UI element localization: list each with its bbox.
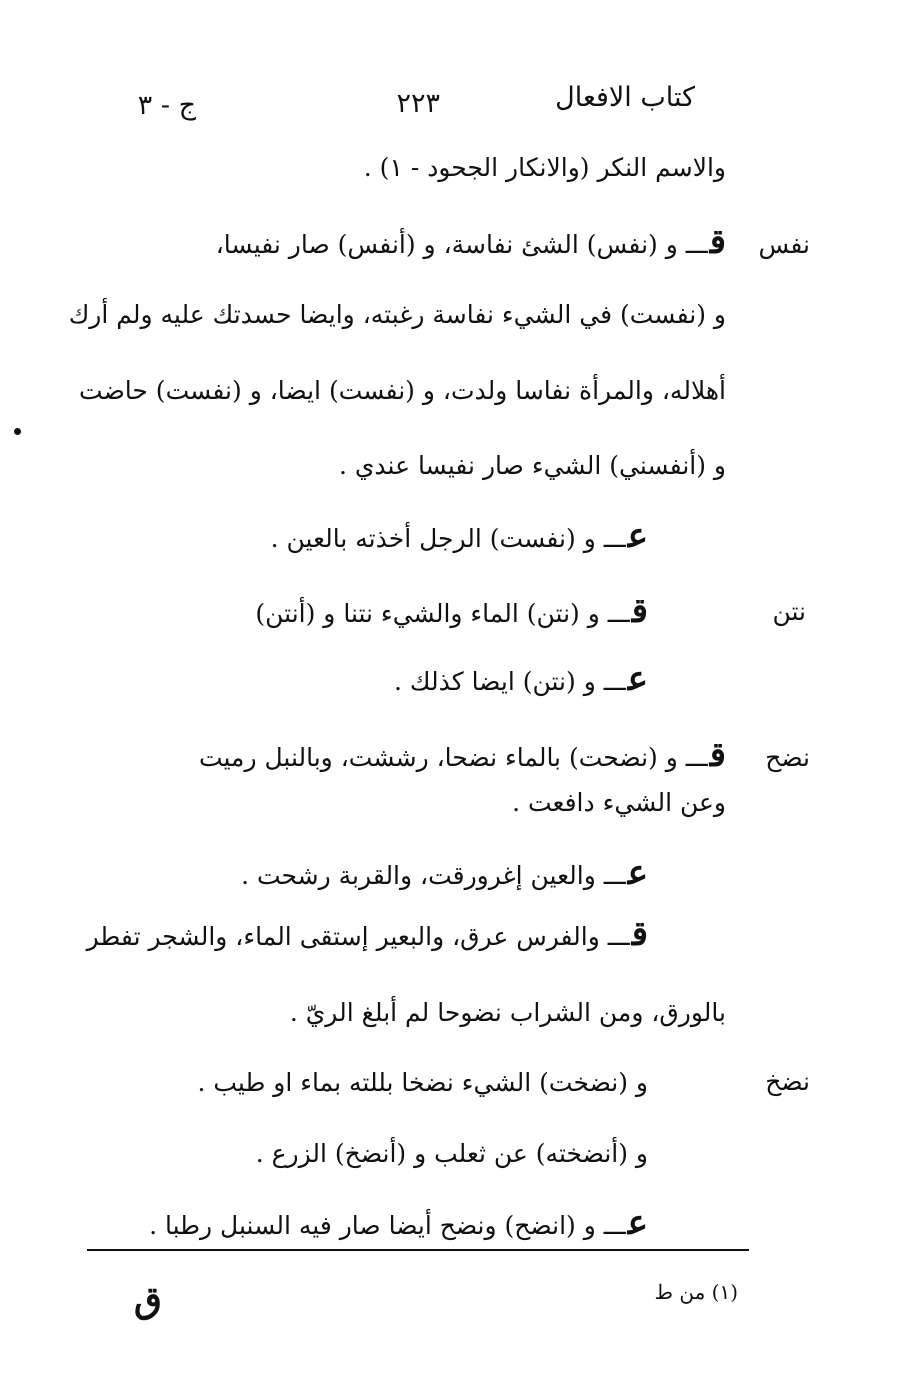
text-line: قـــ والفرس عرق، والبعير إستقى الماء، والشجر تفطر bbox=[86, 914, 648, 954]
text-line: قـــ و (نضحت) بالماء نضحا، رششت، وبالنبل رميت bbox=[198, 735, 726, 775]
text-line: بالورق، ومن الشراب نضوحا لم أبلغ الريّ . bbox=[289, 998, 726, 1027]
margin-headword: نفس bbox=[758, 230, 810, 259]
source-marker: ق bbox=[631, 914, 648, 954]
part-number: ج - ٣ bbox=[137, 90, 196, 121]
source-marker: ع bbox=[627, 659, 648, 699]
text-line: عـــ و (نفست) الرجل أخذته بالعين . bbox=[270, 516, 648, 556]
text-line: وعن الشيء دافعت . bbox=[512, 788, 726, 817]
text-line: و (أنضخته) عن ثعلب و (أنضخ) الزرع . bbox=[255, 1139, 648, 1168]
text-line: و (نفست) في الشيء نفاسة رغبته، وايضا حسدتك عليه ولم أرك bbox=[68, 300, 726, 329]
text-line: و (نضخت) الشيء نضخا بللته بماء او طيب . bbox=[197, 1068, 648, 1097]
text-line: أهلاله، والمرأة نفاسا ولدت، و (نفست) ايضا، و (نفست) حاضت bbox=[79, 376, 726, 405]
book-title: كتاب الافعال bbox=[555, 82, 695, 113]
page-number: ٢٢٣ bbox=[396, 88, 440, 119]
margin-headword: نتن bbox=[772, 597, 806, 626]
text-line: عـــ والعين إغرورقت، والقربة رشحت . bbox=[241, 853, 648, 893]
source-marker: ق bbox=[709, 222, 726, 262]
signature-letter: ق bbox=[134, 1279, 162, 1321]
text-line: عـــ و (انضح) ونضح أيضا صار فيه السنبل رطبا . bbox=[149, 1203, 648, 1243]
footnote-rule bbox=[87, 1249, 749, 1251]
ink-speck bbox=[14, 428, 21, 435]
margin-headword: نضح bbox=[765, 743, 810, 772]
text-line: قـــ و (نتن) الماء والشيء نتنا و (أنتن) bbox=[255, 591, 648, 631]
source-marker: ق bbox=[631, 591, 648, 631]
text-line: و (أنفسني) الشيء صار نفيسا عندي . bbox=[338, 451, 726, 480]
text-line: قـــ و (نفس) الشئ نفاسة، و (أنفس) صار نفيسا، bbox=[215, 222, 726, 262]
source-marker: ع bbox=[627, 516, 648, 556]
text-line: والاسم النكر (والانكار الجحود - ١) . bbox=[363, 153, 726, 182]
source-marker: ع bbox=[627, 1203, 648, 1243]
text-line: عـــ و (نتن) ايضا كذلك . bbox=[394, 659, 648, 699]
footnote: (١) من ط bbox=[654, 1280, 738, 1304]
source-marker: ع bbox=[627, 853, 648, 893]
source-marker: ق bbox=[709, 735, 726, 775]
margin-headword: نضخ bbox=[765, 1067, 810, 1096]
